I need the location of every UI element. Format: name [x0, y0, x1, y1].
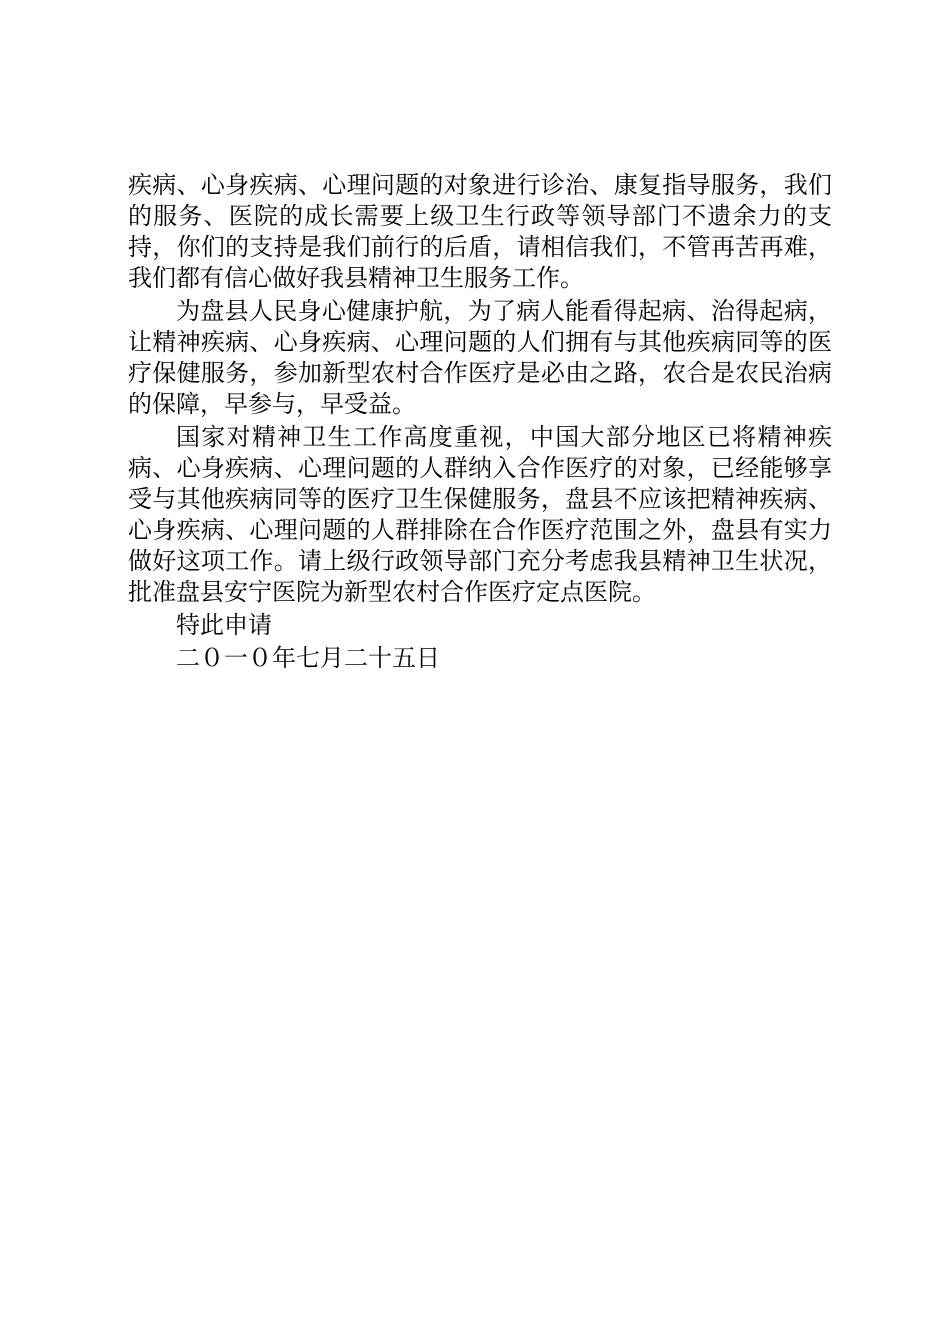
closing-phrase: 特此申请 — [176, 611, 272, 639]
paragraph-rural-cooperative-medical: 为盘县人民身心健康护航，为了病人能看得起病、治得起病，让精神疾病、心身疾病、心理问题的人们拥有与其他疾病同等的医疗保健服务，参加新型农村合作医疗是必由之路，农合是农民治病的保障，早参与，早受益。 — [128, 297, 832, 418]
document-page — [128, 170, 832, 674]
document-date: 二０一０年七月二十五日 — [176, 644, 440, 672]
paragraph-continuation: 疾病、心身疾病、心理问题的对象进行诊治、康复指导服务，我们的服务、医院的成长需要上级卫生行政等领导部门不遗余力的支持，你们的支持是我们前行的后盾，请相信我们，不管再苦再难，我们都有信心做好我县精神卫生服务工作。 — [128, 171, 832, 292]
paragraph-national-policy-request: 国家对精神卫生工作高度重视，中国大部分地区已将精神疾病、心身疾病、心理问题的人群纳入合作医疗的对象，已经能够享受与其他疾病同等的医疗卫生保健服务，盘县不应该把精神疾病、心身疾病、心理问题的人群排除在合作医疗范围之外，盘县有实力做好这项工作。请上级行政领导部门充分考虑我县精神卫生状况，批准盘县安宁医院为新型农村合作医疗定点医院。 — [128, 423, 832, 606]
